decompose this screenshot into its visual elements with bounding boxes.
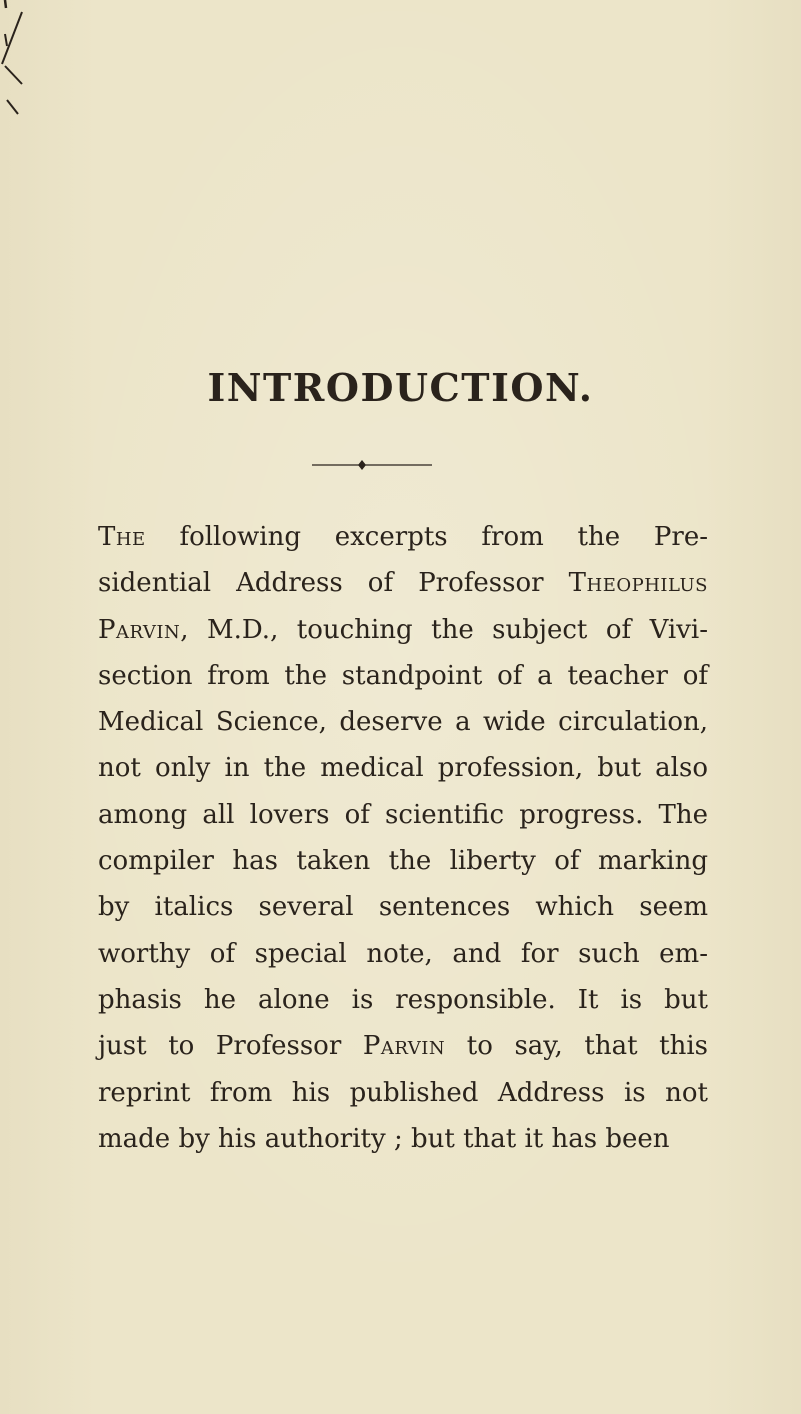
text-line: worthy of special note, and for such em-: [98, 938, 708, 969]
text-line: phasis he alone is responsible. It is but: [98, 984, 708, 1015]
text-line: Parvin, M.D., touching the subject of Vivi-: [98, 614, 708, 645]
text-line: made by his authority ; but that it has been: [98, 1123, 670, 1154]
text-line: sidential Address of Professor Theophilus: [98, 568, 708, 599]
margin-mark-line: [5, 66, 22, 84]
page-heading: INTRODUCTION.: [207, 365, 594, 411]
margin-marks: [0, 0, 44, 130]
text-line: among all lovers of scientific progress. The: [98, 799, 708, 830]
margin-mark-line: [5, 0, 6, 8]
text-line: not only in the medical profession, but also: [98, 753, 708, 784]
rule-with-diamond-icon: [312, 458, 432, 472]
person-name: Theophilus: [568, 568, 708, 599]
introduction-paragraph: [98, 514, 708, 1162]
text-line: The following excerpts from the Pre-: [98, 522, 708, 552]
lead-word: The: [98, 522, 146, 552]
text-line: reprint from his published Address is not: [98, 1077, 708, 1108]
margin-mark-line: [7, 100, 18, 114]
text-line: Medical Science, deserve a wide circulation,: [98, 707, 708, 738]
person-name: Parvin: [362, 1031, 446, 1062]
text-line: section from the standpoint of a teacher of: [98, 660, 708, 691]
text-line: by italics several sentences which seem: [98, 892, 708, 923]
text-line: just to Professor Parvin to say, that this: [98, 1031, 708, 1062]
text-line: compiler has taken the liberty of marking: [98, 846, 708, 877]
person-name: Parvin: [98, 614, 181, 645]
margin-mark-line: [5, 34, 7, 46]
